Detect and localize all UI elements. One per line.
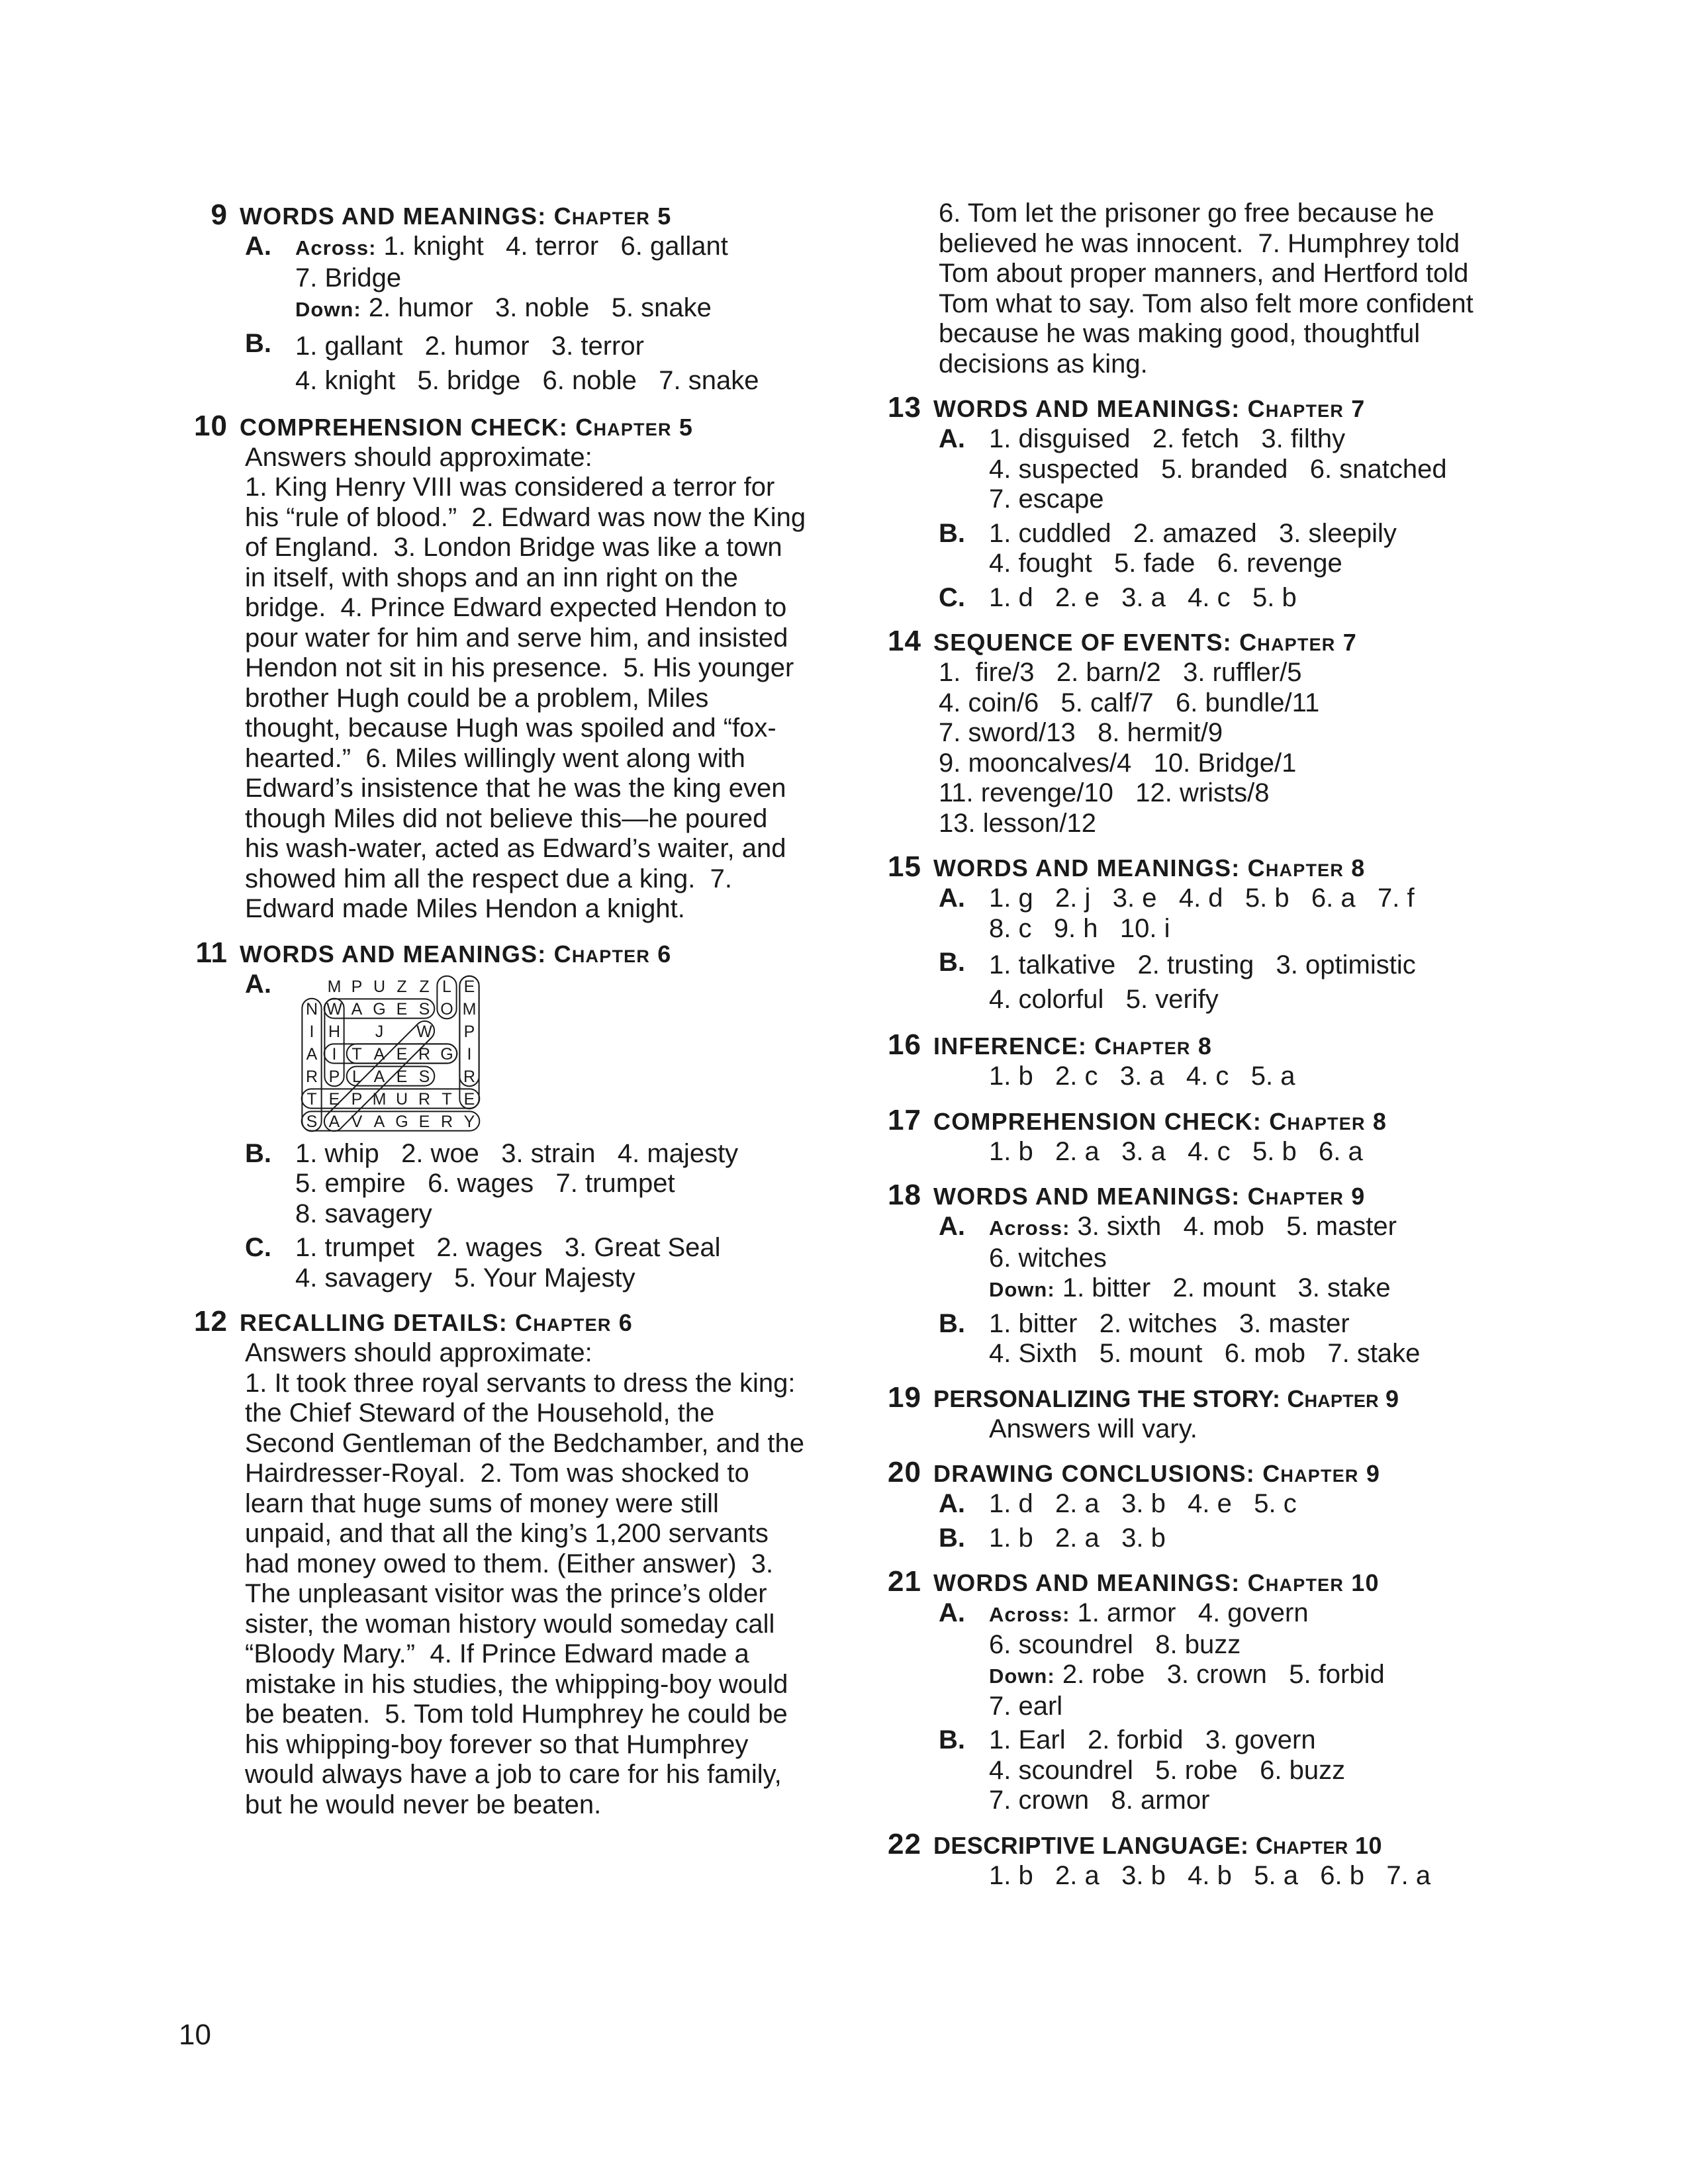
puzzle-letter: E	[418, 1112, 430, 1131]
answer-letter: A.	[939, 1598, 965, 1627]
answer-text: 1. Earl 2. forbid 3. govern 4. scoundrel 5. robe 6. buzz 7. crown 8. armor	[989, 1725, 1346, 1815]
down-answers: 2. robe 3. crown 5. forbid 7. earl	[989, 1660, 1385, 1721]
answer-text: 1. b 2. c 3. a 4. c 5. a	[989, 1062, 1295, 1091]
section-11	[179, 936, 808, 1294]
puzzle-letter: M	[462, 999, 477, 1019]
section-number: 16	[888, 1028, 921, 1061]
answer-letter: C.	[245, 1233, 271, 1262]
answer-text: 1. cuddled 2. amazed 3. sleepily 4. fought 5. fade 6. revenge	[989, 518, 1397, 578]
section-number: 21	[888, 1565, 921, 1598]
section-title: RECALLING DETAILS: CHAPTER 6	[240, 1309, 633, 1336]
puzzle-letter: E	[396, 1067, 408, 1086]
section-12	[179, 1305, 812, 1820]
answer-group-a	[939, 1598, 1508, 1721]
answer-letter: A.	[939, 1489, 965, 1518]
answers-intro: Answers should approximate:	[245, 1338, 592, 1367]
puzzle-letter: N	[305, 999, 318, 1019]
answer-letter: B.	[245, 1138, 271, 1168]
answer-text: 1. disguised 2. fetch 3. filthy 4. suspected 5. branded 6. snatched 7. escape	[989, 424, 1447, 514]
across-answers: 1. knight 4. terror 6. gallant 7. Bridge	[295, 232, 728, 293]
puzzle-letter: A	[351, 999, 363, 1019]
answer-group-a	[245, 970, 808, 1135]
section-number: 18	[888, 1179, 921, 1211]
puzzle-letter: R	[463, 1067, 476, 1086]
puzzle-letter: W	[416, 1022, 432, 1041]
down-label: Down:	[295, 298, 361, 321]
left-column	[179, 199, 814, 1832]
section-header	[179, 936, 808, 970]
puzzle-letter: A	[373, 1112, 385, 1131]
section-header	[872, 850, 1508, 884]
section-number: 17	[888, 1103, 921, 1136]
section-header	[179, 199, 808, 232]
answer-text: 1. b 2. a 3. b	[989, 1523, 1166, 1553]
section-number: 14	[888, 625, 921, 657]
puzzle-letter: T	[306, 1089, 317, 1109]
section-number: 12	[194, 1305, 228, 1338]
section-header	[872, 1179, 1508, 1212]
answer-group-b	[245, 329, 808, 398]
answer-group-b	[939, 1725, 1508, 1816]
puzzle-letter: Z	[419, 977, 430, 996]
answer-group-b	[939, 1524, 1508, 1554]
answer-letter: B.	[939, 1523, 965, 1553]
section-title: INFERENCE: CHAPTER 8	[933, 1032, 1213, 1060]
section-title: COMPREHENSION CHECK: CHAPTER 8	[933, 1107, 1387, 1135]
section-header	[872, 625, 1508, 658]
answers-paragraph: 6. Tom let the prisoner go free because he believed he was innocent. 7. Humphrey told Tom about proper manners, and Hertford told Tom what to say. Tom also felt more confident because he was making good, thoughtful decisions as king.	[939, 199, 1481, 379]
answer-text: 1. bitter 2. witches 3. master 4. Sixth 5. mount 6. mob 7. stake	[989, 1308, 1421, 1368]
section-title: DRAWING CONCLUSIONS: CHAPTER 9	[933, 1460, 1381, 1487]
answer-text: 1. trumpet 2. wages 3. Great Seal 4. savagery 5. Your Majesty	[295, 1233, 721, 1293]
puzzle-letter: P	[328, 1067, 340, 1086]
answer-letter: A.	[939, 884, 965, 913]
puzzle-letter: E	[328, 1089, 340, 1109]
section-title: PERSONALIZING THE STORY: CHAPTER 9	[933, 1385, 1399, 1412]
puzzle-letter: O	[440, 999, 453, 1019]
section-17	[872, 1104, 1508, 1167]
section-22	[872, 1828, 1508, 1891]
puzzle-letter: A	[373, 1044, 385, 1064]
down-answers: 2. humor 3. noble 5. snake	[361, 293, 712, 322]
puzzle-letter: I	[309, 1022, 314, 1041]
puzzle-letter: W	[326, 999, 342, 1019]
answer-letter: A.	[245, 969, 271, 999]
answer-group-a	[939, 1212, 1508, 1305]
across-answers: 3. sixth 4. mob 5. master 6. witches	[989, 1212, 1397, 1273]
section-14	[872, 625, 1508, 839]
puzzle-letter: R	[305, 1067, 318, 1086]
section-title: WORDS AND MEANINGS: CHAPTER 6	[240, 940, 672, 968]
section-header	[872, 1565, 1508, 1598]
section-title: DESCRIPTIVE LANGUAGE: CHAPTER 10	[933, 1831, 1382, 1859]
section-number: 10	[194, 409, 228, 442]
puzzle-letter: E	[396, 1044, 408, 1064]
puzzle-letter: L	[442, 977, 451, 996]
section-number: 20	[888, 1456, 921, 1488]
section-number: 13	[888, 391, 921, 424]
answer-group-b	[939, 1309, 1508, 1369]
answer-text: 1. whip 2. woe 3. strain 4. majesty 5. empire 6. wages 7. trumpet 8. savagery	[295, 1138, 739, 1228]
section-10	[179, 409, 814, 925]
section-9	[179, 199, 808, 398]
answer-group-a	[939, 884, 1508, 944]
puzzle-letter: M	[327, 977, 342, 996]
puzzle-letter: E	[463, 977, 475, 996]
section-15	[872, 850, 1508, 1017]
answer-group-b	[939, 948, 1508, 1017]
section-header	[872, 1104, 1508, 1137]
answer-text: 1. talkative 2. trusting 3. optimistic 4. colorful 5. verify	[989, 950, 1416, 1014]
word-search-puzzle	[295, 970, 507, 1135]
answer-group-c	[939, 583, 1508, 614]
puzzle-letter: I	[467, 1044, 472, 1064]
puzzle-letter: Y	[463, 1112, 475, 1131]
answer-text: 1. g 2. j 3. e 4. d 5. b 6. a 7. f 8. c 9. h 10. i	[989, 884, 1415, 943]
down-label: Down:	[989, 1664, 1055, 1688]
answer-group-c	[245, 1233, 808, 1293]
section-number: 9	[211, 199, 228, 231]
puzzle-letter: T	[352, 1044, 362, 1064]
section-18	[872, 1179, 1508, 1369]
answer-letter: B.	[245, 328, 271, 358]
answer-letter: B.	[939, 1308, 965, 1338]
puzzle-letter: L	[352, 1067, 361, 1086]
section-header	[872, 1381, 1508, 1414]
section-number: 15	[888, 850, 921, 883]
puzzle-letter: R	[418, 1089, 431, 1109]
across-label: Across:	[295, 236, 377, 259]
section-title: COMPREHENSION CHECK: CHAPTER 5	[240, 413, 694, 441]
section-title: WORDS AND MEANINGS: CHAPTER 10	[933, 1569, 1380, 1596]
puzzle-letter: R	[440, 1112, 453, 1131]
answer-letter: B.	[939, 948, 965, 977]
right-column	[872, 199, 1508, 1903]
section-21	[872, 1565, 1508, 1816]
puzzle-letter: E	[463, 1089, 475, 1109]
answer-text: 1. d 2. e 3. a 4. c 5. b	[989, 582, 1297, 612]
answer-letter: B.	[939, 518, 965, 548]
puzzle-letter: R	[418, 1044, 431, 1064]
section-header	[179, 1305, 808, 1338]
section-header	[872, 1828, 1508, 1861]
across-label: Across:	[989, 1216, 1070, 1240]
across-answers: 1. armor 4. govern 6. scoundrel 8. buzz	[989, 1598, 1309, 1659]
answer-letter: A.	[245, 232, 271, 261]
puzzle-letter: H	[328, 1022, 341, 1041]
down-label: Down:	[989, 1278, 1055, 1301]
puzzle-letter: U	[395, 1089, 408, 1109]
answer-letter: A.	[939, 424, 965, 453]
puzzle-letter: A	[306, 1044, 318, 1064]
puzzle-letter: S	[418, 1067, 430, 1086]
answers-paragraph: 1. It took three royal servants to dress the king: the Chief Steward of the Household, the Second Gentleman of the Bedchamber, and the Hairdresser-Royal. 2. Tom was shocked to learn that huge sums of money were still unpaid, and that all the king’s 1,200 servants had money owed to them. (Either answer) 3. The unpleasant visitor was the prince’s older sister, the woman history would someday call “Bloody Mary.” 4. If Prince Edward made a mistake in his studies, the whipping-boy would be beaten. 5. Tom told Humphrey he could be his whipping-boy forever so that Humphrey would always have a job to care for his family, but he would never be beaten.	[245, 1368, 812, 1819]
answer-group-a	[245, 232, 808, 325]
answer-group-b	[245, 1139, 808, 1230]
puzzle-letter: A	[328, 1112, 340, 1131]
answers-paragraph: 1. King Henry VIII was considered a terror for his “rule of blood.” 2. Edward was now the King of England. 3. London Bridge was like a town in itself, with shops and an inn right on the bridge. 4. Prince Edward expected Hendon to pour water for him and serve him, and insisted Hendon not sit in his presence. 5. His younger brother Hugh could be a problem, Miles thought, because Hugh was spoiled and “fox-hearted.” 6. Miles willingly went along with Edward’s insistence that he was the king even though Miles did not believe this—he poured his wash-water, acted as Edward’s waiter, and showed him all the respect due a king. 7. Edward made Miles Hendon a knight.	[245, 473, 814, 923]
puzzle-letter: G	[440, 1044, 453, 1064]
puzzle-letter: J	[375, 1022, 384, 1041]
across-label: Across:	[989, 1603, 1070, 1626]
puzzle-letter: M	[372, 1089, 387, 1109]
answer-text: 1. fire/3 2. barn/2 3. ruffler/5 4. coin/6 5. calf/7 6. bundle/11 7. sword/13 8. hermit/9 9. mooncalves/4 10. Bridge/1 11. revenge/10 12. wrists/8 13. lesson/12	[939, 658, 1320, 838]
puzzle-letter: P	[351, 977, 363, 996]
section-number: 22	[888, 1827, 921, 1860]
answer-text: 1. d 2. a 3. b 4. e 5. c	[989, 1489, 1297, 1518]
section-title: WORDS AND MEANINGS: CHAPTER 7	[933, 395, 1366, 422]
answer-group-b	[939, 519, 1508, 579]
section-number: 11	[195, 936, 228, 969]
section-header	[179, 410, 808, 443]
answer-letter: A.	[939, 1212, 965, 1241]
section-title: WORDS AND MEANINGS: CHAPTER 8	[933, 854, 1366, 882]
answer-text: 1. b 2. a 3. a 4. c 5. b 6. a	[989, 1136, 1363, 1166]
page-number: 10	[179, 2019, 211, 2051]
puzzle-letter: S	[418, 999, 430, 1019]
answer-group-a	[939, 1489, 1508, 1520]
puzzle-letter: P	[463, 1022, 475, 1041]
puzzle-letter: G	[373, 999, 386, 1019]
section-20	[872, 1456, 1508, 1553]
section-16	[872, 1028, 1508, 1092]
section-title: WORDS AND MEANINGS: CHAPTER 5	[240, 203, 672, 230]
puzzle-letter: P	[351, 1089, 363, 1109]
answers-intro: Answers should approximate:	[245, 442, 592, 472]
puzzle-letter: U	[373, 977, 386, 996]
section-number: 19	[888, 1381, 921, 1414]
puzzle-letter: I	[332, 1044, 337, 1064]
section-19	[872, 1381, 1508, 1445]
section-12-continued	[872, 199, 1508, 379]
section-header	[872, 391, 1508, 424]
puzzle-letter: E	[396, 999, 408, 1019]
section-title: SEQUENCE OF EVENTS: CHAPTER 7	[933, 629, 1357, 656]
answer-letter: C.	[939, 582, 965, 612]
puzzle-letter: V	[351, 1112, 363, 1131]
puzzle-letter: T	[442, 1089, 452, 1109]
puzzle-letter: A	[373, 1067, 385, 1086]
answer-letter: B.	[939, 1725, 965, 1754]
puzzle-letter: S	[306, 1112, 318, 1131]
section-title: WORDS AND MEANINGS: CHAPTER 9	[933, 1183, 1366, 1210]
answer-text: Answers will vary.	[989, 1414, 1197, 1443]
down-answers: 1. bitter 2. mount 3. stake	[1055, 1273, 1391, 1302]
puzzle-letter: Z	[397, 977, 407, 996]
answer-group-a	[939, 424, 1508, 515]
section-header	[872, 1456, 1508, 1489]
section-header	[872, 1028, 1508, 1062]
answer-text: 1. b 2. a 3. b 4. b 5. a 6. b 7. a	[989, 1860, 1431, 1890]
puzzle-letter: G	[395, 1112, 408, 1131]
section-13	[872, 391, 1508, 613]
answer-text: 1. gallant 2. humor 3. terror 4. knight 5. bridge 6. noble 7. snake	[295, 331, 759, 395]
